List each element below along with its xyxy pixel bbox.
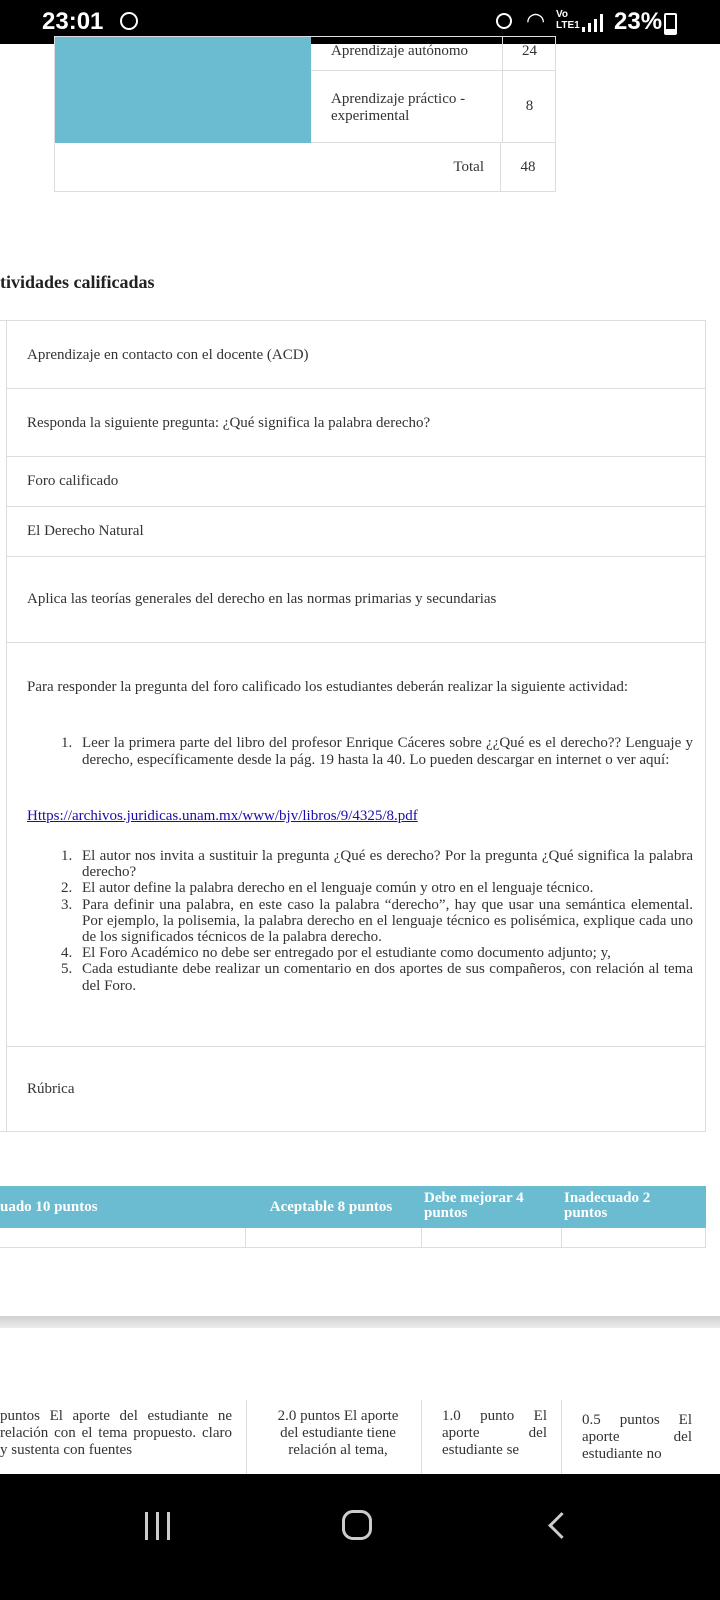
table-header-cell (55, 37, 311, 143)
section-heading: tividades calificadas (0, 272, 155, 292)
rubric-cell-needs-improvement: 1.0 punto El aporte del estudiante se (442, 1408, 547, 1458)
alarm-icon (496, 13, 512, 29)
instructions-intro: Para responder la pregunta del foro calificado los estudiantes deberán realizar la siguiente actividad: (27, 679, 628, 695)
clock: 23:01 (42, 8, 104, 35)
row-label: Aprendizaje práctico - experimental (311, 71, 503, 142)
battery-icon (664, 13, 677, 35)
rubric-empty-row (0, 1228, 706, 1248)
book-pdf-link[interactable]: Https://archivos.juridicas.unam.mx/www/bjv/libros/9/4325/8.pdf (27, 808, 418, 824)
table-row (7, 457, 705, 507)
table-row (311, 37, 556, 71)
list-item: 4. El Foro Académico no debe ser entregado por el estudiante como documento adjunto; y, (61, 945, 611, 962)
list-item: 3. Para definir una palabra, en este caso la palabra “derecho”, hay que usar una semántica elemental. Por ejemplo, la polisemia, la palabra derecho en el lenguaje técnico es polisémica, explique cada uno de los significados técnicos de la palabra derecho. (61, 896, 693, 946)
table-row (7, 557, 705, 643)
question-value: Responda la siguiente pregunta: ¿Qué significa la palabra derecho? (27, 415, 431, 431)
battery-percent: 23% (614, 8, 663, 35)
navigation-bar (0, 1474, 720, 1600)
table-row (7, 1047, 705, 1132)
total-label: Total (55, 143, 501, 191)
wifi-icon: ◠ (526, 8, 546, 33)
rubric-cell-acceptable: 2.0 puntos El aporte del estudiante tiene relación al tema, (277, 1408, 399, 1458)
rubric-header-acceptable: Aceptable 8 puntos (269, 1199, 393, 1215)
whatsapp-icon (120, 12, 138, 30)
recent-apps-button[interactable] (145, 1512, 173, 1540)
component-value: Aprendizaje en contacto con el docente (ACD) (27, 347, 309, 363)
learning-outcome-value: Aplica las teorías generales del derecho en las normas primarias y secundarias (27, 591, 497, 607)
rubric-label: Rúbrica (27, 1081, 75, 1097)
row-value: 24 (522, 43, 537, 59)
cell-divider (421, 1400, 422, 1474)
list-item: 5. Cada estudiante debe realizar un comentario en dos aportes de sus compañeros, con relación al tema del Foro. (61, 961, 693, 994)
topic-value: El Derecho Natural (27, 523, 144, 539)
instructions-list (27, 735, 693, 769)
volte-icon: Vo LTE1 (556, 9, 580, 31)
home-button[interactable] (342, 1510, 372, 1540)
list-item: 2. El autor define la palabra derecho en el lenguaje común y otro en el lenguaje técnico. (61, 880, 594, 897)
row-label: Aprendizaje autónomo (311, 37, 503, 70)
rubric-cell-excellent: puntos El aporte del estudiante ne relación con el tema propuesto. claro y sustenta con fuentes (0, 1408, 232, 1458)
cell-divider (246, 1400, 247, 1474)
instructions-list (27, 848, 693, 994)
table-left-column (0, 321, 7, 1131)
back-button[interactable] (548, 1512, 575, 1539)
list-item: 1. Leer la primera parte del libro del profesor Enrique Cáceres sobre ¿¿Qué es el derecho?? Lenguaje y derecho, específicamente desde la pág. 19 hasta la 40. Lo pueden descargar en internet o ver aquí: (61, 735, 693, 768)
rubric-header-excellent: uado 10 puntos (0, 1199, 98, 1215)
graded-activities-table (0, 320, 706, 1132)
list-item: 1. El autor nos invita a sustituir la pregunta ¿Qué es derecho? Por la pregunta ¿Qué significa la palabra derecho? (61, 848, 693, 881)
signal-icon (582, 14, 606, 32)
table-row (7, 321, 705, 389)
table-row (311, 71, 556, 143)
activity-type-value: Foro calificado (27, 473, 119, 489)
rubric-header-row (0, 1186, 706, 1228)
cell-divider (561, 1400, 562, 1474)
rubric-header-needs-improvement: Debe mejorar 4 puntos (424, 1190, 524, 1221)
row-value: 8 (525, 98, 534, 114)
total-row (55, 143, 555, 191)
rubric-cell-inadequate: 0.5 puntos El aporte del estudiante no (582, 1412, 692, 1462)
total-value: 48 (520, 159, 536, 175)
section-divider (0, 1316, 720, 1328)
table-row (7, 389, 705, 457)
rubric-header-inadequate: Inadecuado 2 puntos (564, 1190, 651, 1221)
hours-summary-table (54, 36, 556, 192)
table-row (7, 507, 705, 557)
